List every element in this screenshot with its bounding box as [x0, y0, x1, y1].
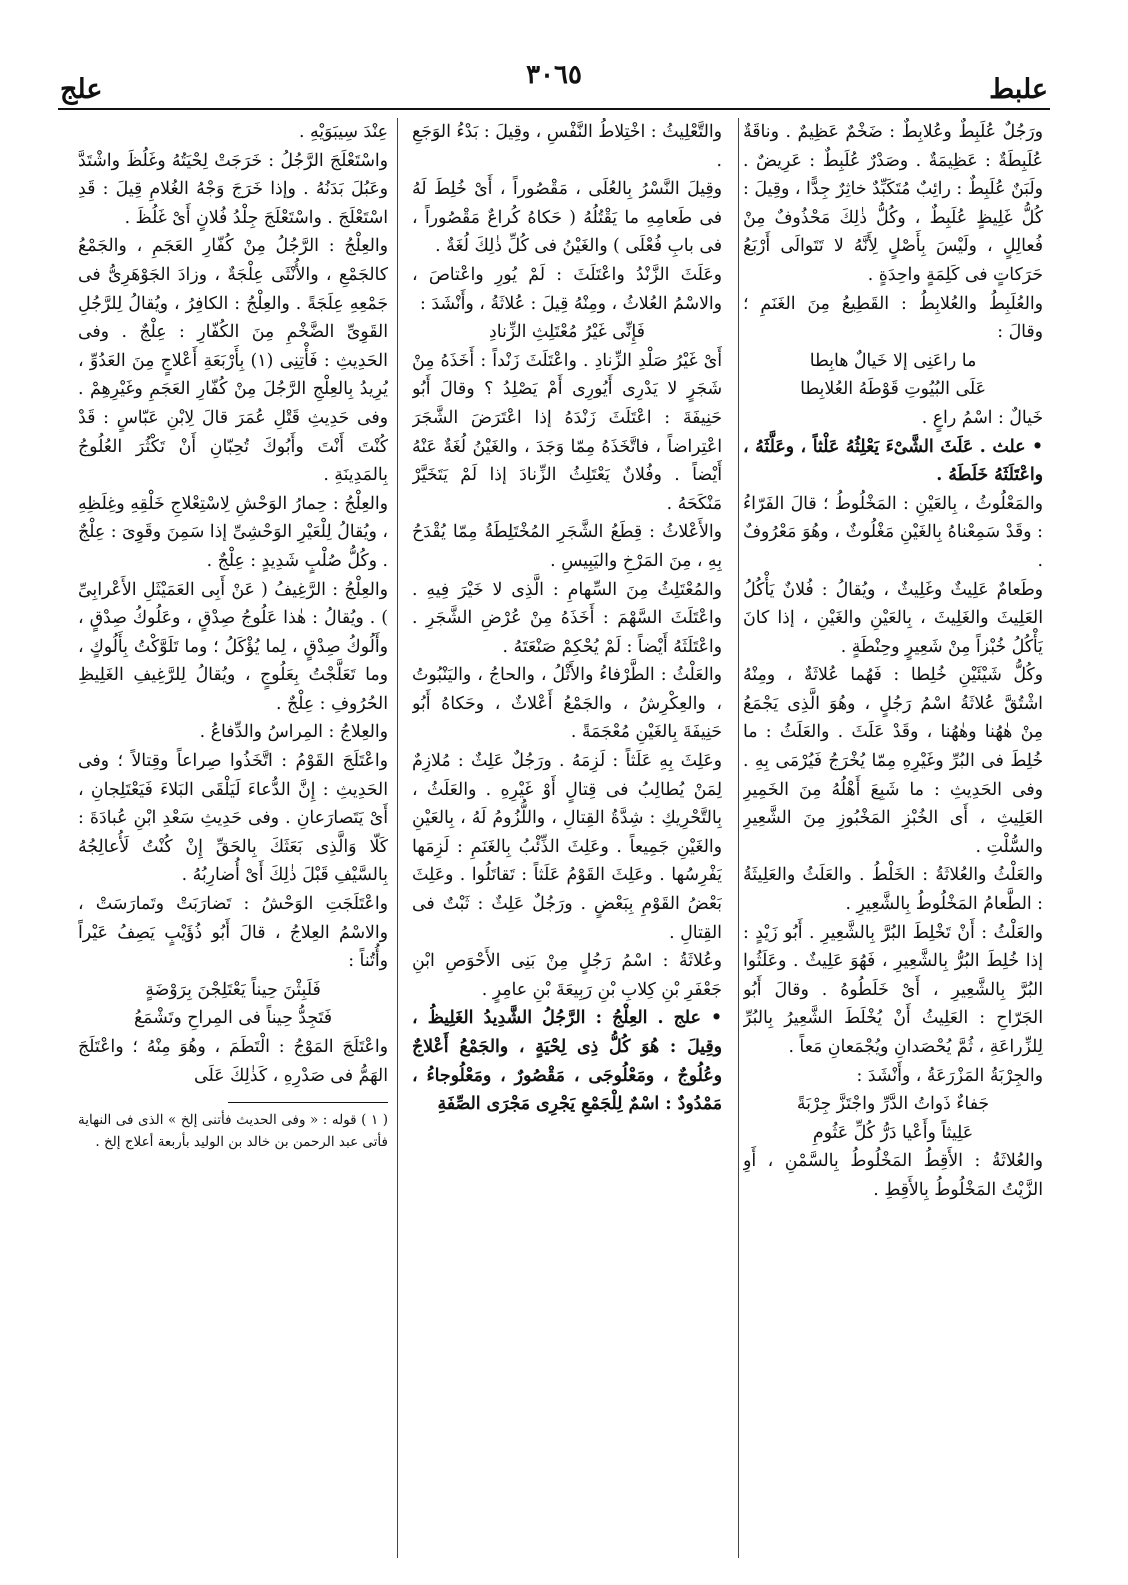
paragraph: وكُلُّ شَيْئَيْنِ خُلِطا : فَهُما عُلاثَةٌ ، ومِنْهُ اشْتُقَّ عُلاثَةُ اسْمُ رَجُلٍ ، وهُوَ الَّذِى يَجْمَعُ مِنْ هٰهُنا وهٰهُنا ، وقَدْ عَلَثَ . والعَلَثُ : ما خُلِطَ فى البُرِّ وغَيْرِهِ مِمّا يُخْرَجُ فَيُرْمَى بِهِ . وفى الحَدِيثِ : ما شَبِعَ أَهْلُهُ مِنَ الخَمِيرِ العَلِيثِ ، أَى الخُبْزِ المَخْبُوزِ مِنَ الشَّعِيرِ والسُّلْتِ .: [743, 665, 1043, 857]
verse-line: فَتَجِدُّ حِيناً فى المِراحِ وتَشْمَعُ: [133, 1008, 333, 1029]
verse-line: فَلَبِثْنَ حِيناً يَعْتَلِجْنَ بِرَوْضَةٍ: [145, 979, 321, 1000]
paragraph: والمُعْتَلِثُ مِنَ السِّهامِ : الَّذِى لا خَيْرَ فِيهِ . واعْتَلَثَ السَّهْمَ : أَخَذَهُ مِنْ عُرْضِ الشَّجَرِ . واعْتَلَثَهُ أَيْضاً : لَمْ يُحْكِمْ صَنْعَتَهُ .: [412, 579, 722, 657]
verse-line: فَإِنِّى غَيْرُ مُعْتَلِثِ الزِّنادِ: [489, 322, 645, 343]
paragraph: أَىْ غَيْرُ صَلْدِ الزِّنادِ . واعْتَلَثَ زَنْداً : أَخَذَهُ مِنْ شَجَرٍ لا يَدْرِى أَيُورِى أَمْ يَصْلِدُ ؟ وقالَ أَبُو حَنِيفَةَ : اعْتَلَثَ زَنْدَهُ إذا اعْتَرَضَ الشَّجَرَ اعْتِراضاً ، فاتَّخَذَهُ مِمّا وَجَدَ ، والغَيْنُ لُغَةٌ عَنْهُ أَيْضاً . وفُلانٌ يَعْتَلِثُ الزِّنادَ إذا لَمْ يَتَخَيَّرْ مَنْكَحَهُ .: [412, 350, 722, 514]
verse-line: جَفاءٌ ذَواتُ الدَّرِّ واجْتَزَّ جِرْبَةً: [796, 1094, 990, 1115]
entry-paragraph: • علث . عَلَثَ الشَّىْءَ يَعْلِثُهُ عَلْثاً ، وعَلَّثَهُ ، واعْتَلَثَهُ خَلَطَهُ .: [743, 436, 1043, 486]
paragraph: وعُلاثَةُ : اسْمُ رَجُلٍ مِنْ بَنِى الأَحْوَصِ ابْنِ جَعْفَرِ بْنِ كِلابِ بْنِ رَبِيعَةَ بْنِ عامِرٍ .: [412, 951, 722, 1000]
paragraph: والعَلْثُ : الطَّرْفاءُ والأَثْلُ ، والحاجُ ، واليَنْبُوتُ ، والعِكْرِشُ ، والجَمْعُ أَعْلاثٌ ، وحَكاهُ أَبُو حَنِيفَةَ بِالغَيْنِ مُعْجَمَةً .: [412, 665, 722, 743]
verse-line: ما راعَنِى إلا خَيالٌ هابِطا: [809, 350, 977, 371]
paragraph: واعْتَلَجَ القَوْمُ : اتَّخَذُوا صِراعاً وقِتالاً ؛ وفى الحَدِيثِ : إِنَّ الدُّعاءَ لَيَلْقَى البَلاءَ فَيَعْتَلِجانِ ، أَىْ يَتَصارَعانِ . وفى حَدِيثِ سَعْدِ ابْنِ عُبادَةَ : كَلّا وَالَّذِى بَعَثَكَ بِالحَقِّ إِنْ كُنْتُ لَأُعالِجُهُ بِالسَّيْفِ قَبْلَ ذٰلِكَ أَىْ أُضارِبُهُ .: [78, 751, 388, 886]
paragraph: والعِلْجُ : حِمارُ الوَحْشِ لِاسْتِعْلاجِ خَلْقِهِ وغِلَظِهِ ، ويُقالُ لِلْعَيْرِ الوَحْشِىِّ إذا سَمِنَ وقَوِىَ : عِلْجٌ . وكُلُّ صُلْبٍ شَدِيدٍ : عِلْجٌ .: [78, 493, 388, 571]
paragraph: واسْتَعْلَجَ الرَّجُلُ : خَرَجَتْ لِحْيَتُهُ وغَلُظَ واشْتَدَّ وعَبُلَ بَدَنُهُ . وإذا خَرَجَ وَجْهُ الغُلامِ قِيلَ : قَدِ اسْتَعْلَجَ . واسْتَعْلَجَ جِلْدُ فُلانٍ أَىْ غَلُظَ .: [78, 150, 388, 228]
paragraph: والعَلْثُ : أَنْ تَخْلِطَ البُرَّ بِالشَّعِيرِ . أَبُو زَيْدٍ : إذا خُلِطَ البُرُّ بِالشَّعِيرِ ، فَهُوَ عَلِيثٌ . وعَلَثُوا البُرَّ بِالشَّعِيرِ ، أَىْ خَلَطُوهُ . وقالَ أَبُو الجَرّاحِ : العَلِيثُ أَنْ يُخْلَطَ الشَّعِيرُ بِالبُرِّ لِلزِّراعَةِ ، ثُمَّ يُحْصَدانِ ويُجْمَعانِ مَعاً .: [743, 922, 1043, 1057]
entry-paragraph: • علج . العِلْجُ : الرَّجُلُ الشَّدِيدُ الغَلِيظُ ، وقِيلَ : هُوَ كُلُّ ذِى لِحْيَةٍ ، والجَمْعُ أَعْلاجٌ وعُلُوجٌ ، ومَعْلُوجَى ، مَقْصُورٌ ، ومَعْلُوجاءُ ، مَمْدُودٌ : اسْمٌ لِلْجَمْعِ يَجْرِى مَجْرَى الصِّفَةِ: [412, 1008, 722, 1115]
verse-line: عَلَى البُيُوتِ قَوْطَهُ العُلابِطا: [800, 379, 986, 400]
verse-line: عَلِيثاً وأَعْيا دَرُّ كُلِّ عَثُومِ: [812, 1122, 974, 1143]
paragraph: واعْتَلَجَتِ الوَحْشُ : تَضارَبَتْ وتَمارَسَتْ ، والاسْمُ العِلاجُ ، قالَ أَبُو ذُؤَيْبٍ يَصِفُ عَيْراً وأُتُناً :: [78, 894, 388, 972]
column-divider: [738, 118, 739, 1558]
paragraph: والعِلْجُ : الرَّجُلُ مِنْ كُفّارِ العَجَمِ ، والجَمْعُ كالجَمْعِ ، والأُنْثَى عِلْجَةٌ ، وزادَ الجَوْهَرِىُّ فى جَمْعِهِ عِلَجَةً . والعِلْجُ : الكافِرُ ، ويُقالُ لِلرَّجُلِ القَوِىِّ الضَّخْمِ مِنَ الكُفّارِ : عِلْجٌ . وفى الحَدِيثِ : فَأْتِنِى (١) بِأَرْبَعَةِ أَعْلاجٍ مِنَ العَدُوِّ ، يُرِيدُ بِالعِلْجِ الرَّجُلَ مِنْ كُفّارِ العَجَمِ وغَيْرِهِمْ . وفى حَدِيثِ قَتْلِ عُمَرَ قالَ لِابْنِ عَبّاسٍ : قَدْ كُنْتَ أَنْتَ وأَبُوكَ تُحِبّانِ أَنْ تَكْثُرَ العُلُوجُ بِالمَدِينَةِ .: [78, 236, 388, 486]
paragraph: خَيالٌ : اسْمُ راعٍ .: [921, 407, 1043, 428]
header-word-left: علج: [60, 74, 103, 105]
header-word-right: علبط: [989, 74, 1048, 105]
paragraph: والتَّعْلِيثُ : اخْتِلاطُ النَّفْسِ ، وقِيلَ : بَدْءُ الوَجَعِ .: [412, 122, 722, 171]
paragraph: والأَعْلاثُ : قِطَعُ الشَّجَرِ المُخْتَلِطَةُ مِمّا يُقْدَحُ بِهِ ، مِنَ المَرْخِ واليَبِيسِ .: [412, 522, 722, 571]
paragraph: وطَعامٌ عَلِيثٌ وغَلِيثٌ ، ويُقالُ : فُلانٌ يَأْكُلُ العَلِيثَ والغَلِيثَ ، بِالعَيْنِ والغَيْنِ ، إذا كانَ يَأْكُلُ خُبْزاً مِنْ شَعِيرٍ وحِنْطَةٍ .: [743, 579, 1043, 657]
paragraph: والعِلْجُ : الرَّغِيفُ ( عَنْ أَبِى العَمَيْثَلِ الأَعْرابِىِّ ) . ويُقالُ : هٰذا عَلُوجُ صِدْقٍ ، وعَلُوكُ صِدْقٍ ، وأَلُوكُ صِدْقٍ ، لِما يُؤْكَلُ ؛ وما تَلَوَّكْتُ بِأَلُوكٍ ، وما تَعَلَّجْتُ بِعَلُوجٍ ، ويُقالُ لِلرَّغِيفِ الغَلِيظِ الحُرُوفِ : عِلْجٌ .: [78, 579, 388, 714]
page-number: ٣٠٦٥: [526, 60, 582, 90]
paragraph: والعِلاجُ : المِراسُ والدِّفاعُ .: [199, 722, 388, 743]
header-rule: [58, 108, 1050, 110]
paragraph: وعَلِثَ بِهِ عَلَثاً : لَزِمَهُ . ورَجُلٌ عَلِثٌ : مُلازِمٌ لِمَنْ يُطالِبُ فى قِتالٍ أَوْ غَيْرِهِ . والعَلَثُ ، بِالتَّحْرِيكِ : شِدَّةُ القِتالِ ، واللُّزُومُ لَهُ ، بِالعَيْنِ والغَيْنِ جَمِيعاً . وعَلِثَ الذِّئْبُ بِالغَنَمِ : لَزِمَها يَفْرِسُها . وعَلِثَ القَوْمُ عَلَثاً : تَقاتَلُوا . وعَلِثَ بَعْضُ القَوْمِ بِبَعْضٍ . ورَجُلٌ عَلِثٌ : ثَبْتٌ فى القِتالِ .: [412, 751, 722, 943]
paragraph: والعُلَبِطُ والعُلابِطُ : القَطِيعُ مِنَ الغَنَمِ ؛ وقالَ :: [743, 293, 1043, 343]
paragraph: والمَعْلُوثُ ، بِالعَيْنِ : المَخْلُوطُ ؛ قالَ الفَرّاءُ : وقَدْ سَمِعْناهُ بِالغَيْنِ مَغْلُوثٌ ، وهُوَ مَعْرُوفٌ .: [743, 493, 1043, 571]
paragraph: عِنْدَ سِيبَوَيْهِ .: [299, 122, 388, 142]
paragraph: والعُلاثَةُ : الأَقِطُ المَخْلُوطُ بِالسَّمْنِ ، أَوِ الزَّيْتُ المَخْلُوطُ بِالأَقِطِ .: [743, 1151, 1043, 1200]
column-middle: [412, 118, 722, 1558]
paragraph: واعْتَلَجَ المَوْجُ : الْتَطَمَ ، وهُوَ مِنْهُ ؛ واعْتَلَجَ الهَمُّ فى صَدْرِهِ ، كَذٰلِكَ عَلَى: [78, 1037, 388, 1086]
paragraph: وعَلَثَ الزَّنْدُ واعْتَلَثَ : لَمْ يُورِ واعْتاصَ ، والاسْمُ العُلاثُ ، ومِنْهُ قِيلَ : عُلاثَةُ ، وأَنْشَدَ :: [412, 264, 722, 314]
paragraph: والعَلْثُ والعُلاثَةُ : الخَلْطُ . والعَلَثُ والعَلِيثَةُ : الطَّعامُ المَخْلُوطُ بِالشَّعِيرِ .: [743, 865, 1043, 915]
column-divider: [397, 118, 398, 1558]
paragraph: والجِرْبَةُ المَزْرَعَةُ ، وأَنْشَدَ :: [856, 1065, 1043, 1086]
footnote-rule: [228, 1102, 388, 1103]
paragraph: وقِيلَ النَّسْرُ بِالعُلَى ، مَقْصُوراً ، أَىْ خُلِطَ لَهُ فى طَعامِهِ ما يَقْتُلُهُ ( حَكاهُ كُراعٌ مَقْصُوراً ، فى بابِ فُعْلَى ) والغَيْنُ فى كُلِّ ذٰلِكَ لُغَةٌ .: [412, 179, 722, 257]
footnote: ( ١ ) قوله : « وفى الحديث فأتنى إلخ » الذى فى النهاية فأتى عبد الرحمن بن خالد بن الوليد بأربعة أعلاج إلخ .: [78, 1112, 388, 1151]
column-right: [743, 118, 1043, 1558]
paragraph: ورَجُلٌ عُلَبِطٌ وعُلابِطٌ : ضَخْمٌ عَظِيمٌ . وناقَةٌ عُلَبِطَةٌ : عَظِيمَةٌ . وصَدْرٌ عُلَبِطٌ : عَرِيضٌ . ولَبَنٌ عُلَبِطٌ : رائِبٌ مُتَكَبِّدٌ خاثِرٌ جِدًّا ، وقِيلَ : كُلُّ غَلِيظٍ عُلَبِطٌ ، وكُلُّ ذٰلِكَ مَحْذُوفٌ مِنْ فُعالِلٍ ، ولَيْسَ بِأَصْلٍ لِأَنَّهُ لا تَتَوالَى أَرْبَعُ حَرَكاتٍ فى كَلِمَةٍ واحِدَةٍ .: [743, 122, 1043, 285]
column-left: [78, 118, 388, 1538]
page-header: [60, 60, 1048, 110]
